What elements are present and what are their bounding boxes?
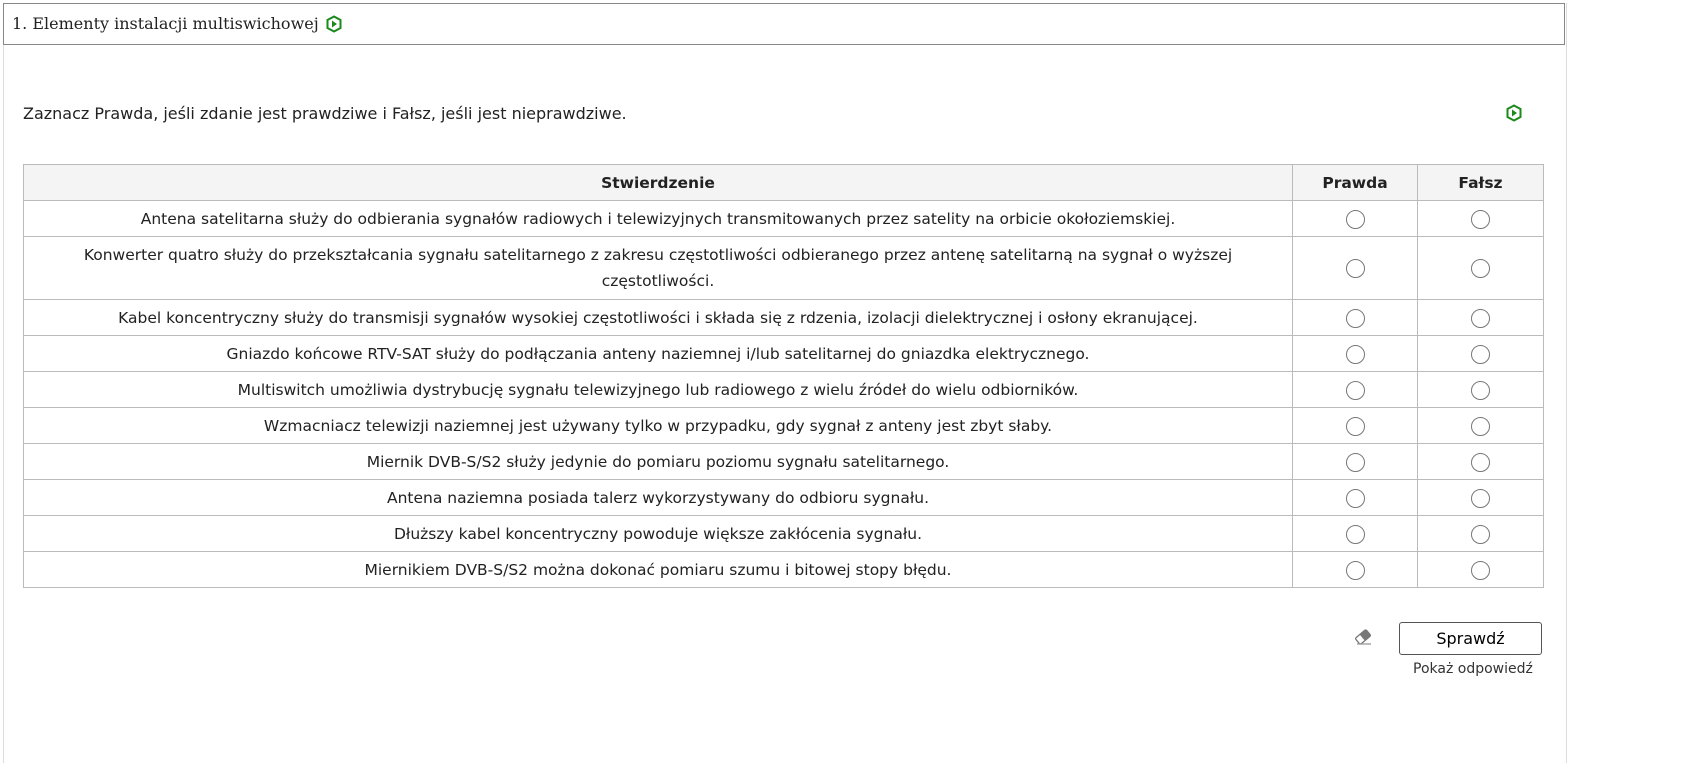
statement-cell: Kabel koncentryczny służy do transmisji sygnałów wysokiej częstotliwości i składa się z rdzenia, izolacji dielektrycznej i osłony ekranującej. (24, 300, 1293, 336)
false-cell (1418, 480, 1544, 516)
table-row (24, 201, 1544, 237)
true-radio[interactable] (1346, 381, 1365, 400)
table-row (24, 237, 1544, 300)
check-button[interactable]: Sprawdź (1399, 622, 1542, 655)
statement-cell: Antena naziemna posiada talerz wykorzystywany do odbioru sygnału. (24, 480, 1293, 516)
true-false-table (23, 164, 1544, 588)
true-radio[interactable] (1346, 259, 1365, 278)
false-cell (1418, 300, 1544, 336)
table-row (24, 336, 1544, 372)
true-cell (1293, 372, 1418, 408)
true-cell (1293, 336, 1418, 372)
true-radio[interactable] (1346, 210, 1365, 229)
false-cell (1418, 444, 1544, 480)
table-row (24, 408, 1544, 444)
exercise-title: 1. Elementy instalacji multiswichowej (12, 14, 319, 33)
statement-cell: Miernik DVB-S/S2 służy jedynie do pomiaru poziomu sygnału satelitarnego. (24, 444, 1293, 480)
true-radio[interactable] (1346, 453, 1365, 472)
false-cell (1418, 372, 1544, 408)
false-cell (1418, 552, 1544, 588)
table-row (24, 372, 1544, 408)
false-radio[interactable] (1471, 453, 1490, 472)
true-cell (1293, 408, 1418, 444)
header-statement: Stwierdzenie (24, 165, 1293, 201)
true-radio[interactable] (1346, 309, 1365, 328)
true-cell (1293, 480, 1418, 516)
statement-cell: Multiswitch umożliwia dystrybucję sygnału telewizyjnego lub radiowego z wielu źródeł do wielu odbiorników. (24, 372, 1293, 408)
true-radio[interactable] (1346, 417, 1365, 436)
statement-cell: Wzmacniacz telewizji naziemnej jest używany tylko w przypadku, gdy sygnał z anteny jest zbyt słaby. (24, 408, 1293, 444)
statement-cell: Miernikiem DVB-S/S2 można dokonać pomiaru szumu i bitowej stopy błędu. (24, 552, 1293, 588)
play-hexagon-icon[interactable] (325, 15, 343, 33)
false-radio[interactable] (1471, 309, 1490, 328)
true-radio[interactable] (1346, 525, 1365, 544)
false-cell (1418, 336, 1544, 372)
false-radio[interactable] (1471, 417, 1490, 436)
true-cell (1293, 201, 1418, 237)
statement-cell: Gniazdo końcowe RTV-SAT służy do podłączania anteny naziemnej i/lub satelitarnej do gniazdka elektrycznego. (24, 336, 1293, 372)
statement-cell: Antena satelitarna służy do odbierania sygnałów radiowych i telewizyjnych transmitowanych przez satelity na orbicie okołoziemskiej. (24, 201, 1293, 237)
false-cell (1418, 237, 1544, 300)
table-row (24, 552, 1544, 588)
false-cell (1418, 516, 1544, 552)
true-radio[interactable] (1346, 561, 1365, 580)
true-cell (1293, 444, 1418, 480)
false-radio[interactable] (1471, 525, 1490, 544)
eraser-icon[interactable] (1353, 628, 1373, 646)
false-radio[interactable] (1471, 561, 1490, 580)
header-false: Fałsz (1418, 165, 1544, 201)
false-cell (1418, 201, 1544, 237)
false-cell (1418, 408, 1544, 444)
statement-cell: Konwerter quatro służy do przekształcania sygnału satelitarnego z zakresu częstotliwości odbieranego przez antenę satelitarną na sygnał o wyższej częstotliwości. (24, 237, 1293, 300)
statement-cell: Dłuższy kabel koncentryczny powoduje większe zakłócenia sygnału. (24, 516, 1293, 552)
true-cell (1293, 552, 1418, 588)
false-radio[interactable] (1471, 381, 1490, 400)
false-radio[interactable] (1471, 489, 1490, 508)
exercise-title-bar (3, 3, 1565, 45)
show-answer-link[interactable]: Pokaż odpowiedź (1413, 661, 1533, 677)
play-hexagon-icon[interactable] (1505, 104, 1523, 122)
true-cell (1293, 237, 1418, 300)
true-radio[interactable] (1346, 489, 1365, 508)
table-row (24, 444, 1544, 480)
false-radio[interactable] (1471, 210, 1490, 229)
header-true: Prawda (1293, 165, 1418, 201)
table-row (24, 300, 1544, 336)
table-row (24, 516, 1544, 552)
false-radio[interactable] (1471, 345, 1490, 364)
true-cell (1293, 300, 1418, 336)
true-cell (1293, 516, 1418, 552)
instruction-text: Zaznacz Prawda, jeśli zdanie jest prawdziwe i Fałsz, jeśli jest nieprawdziwe. (23, 104, 627, 123)
false-radio[interactable] (1471, 259, 1490, 278)
table-row (24, 480, 1544, 516)
true-radio[interactable] (1346, 345, 1365, 364)
